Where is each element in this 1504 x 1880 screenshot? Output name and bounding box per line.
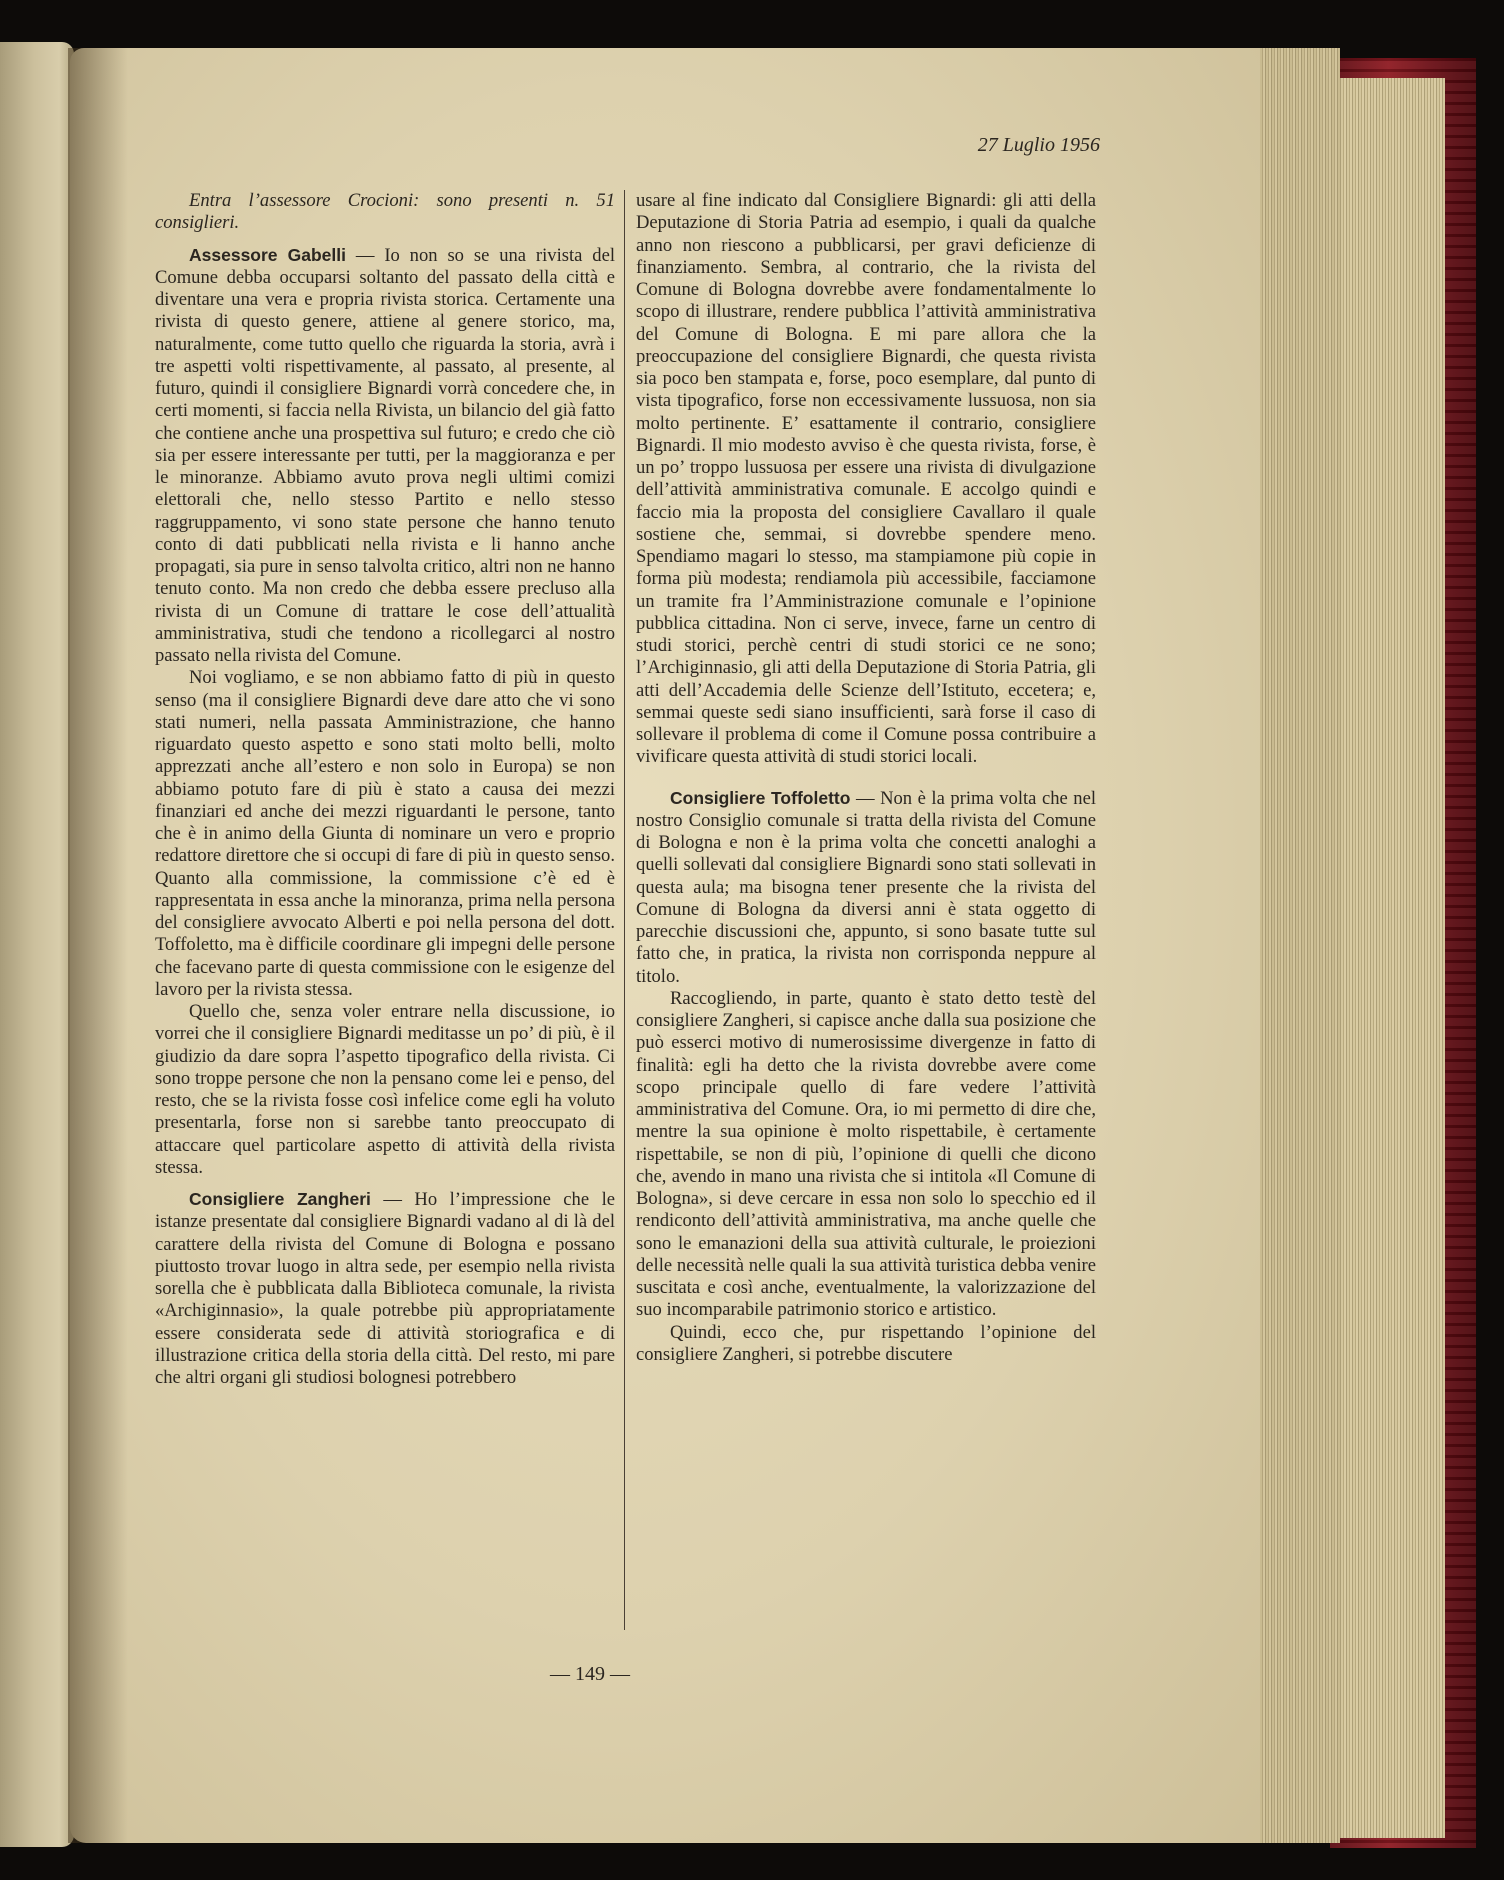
speaker-name: Consigliere Zangheri xyxy=(189,1189,371,1209)
paragraph: Raccogliendo, in parte, quanto è stato detto testè del consigliere Zangheri, si capisce anche dalla sua posizione che può esserci motivo di numerosissime divergenze in fatto di finalità: egli ha detto che la rivista dovrebbe avere come scopo principale quello di fare vedere l’attività amministrativa del Comune. Ora, io mi permetto di dire che, mentre la sua opinione è molto rispettabile, è certamente rispettabile, se non di più, l’opinione di quelli che dicono che, avendo in mano una rivista che si intitola «Il Comune di Bologna», si deve cercare in essa non solo lo specchio ed il rendiconto dell’attività amministrativa, ma anche quelle che sono le emanazioni della sua attività culturale, le proiezioni delle necessità nelle quali la sua attività turistica debba venire suscitata e così anche, eventualmente, la valorizzazione del suo incomparabile patrimonio storico e artistico. xyxy=(636,987,1096,1321)
speaker-name: Assessore Gabelli xyxy=(189,244,346,265)
page-header-date: 27 Luglio 1956 xyxy=(977,134,1100,156)
speech-toffoletto xyxy=(636,787,1096,988)
speech-text: — Non è la prima volta che nel nostro Consiglio comunale si tratta della rivista del Comune di Bologna e non è la prima volta che concetti analoghi a quelli sollevati dal consigliere Bignardi sono stati sollevati in questa aula; ma bisogna tener presente che la rivista del Comune di Bologna da diversi anni è stata oggetto di parecchie discussioni che, appunto, si sono basate tutte sul fatto che, in pratica, la rivista non corrisponda neppure al titolo. xyxy=(636,787,1097,987)
paragraph: Quello che, senza voler entrare nella discussione, io vorrei che il consigliere Bignardi meditasse un po’ di più, è il giudizio da dare sopra l’aspetto tipografico della rivista. Ci sono troppe persone che non la pensano come lei e penso, del resto, che se la rivista fosse così infelice come egli ha voluto presentarla, forse non si sarebbe tanto preoccupato di attaccare quel particolare aspetto di attività della rivista stessa. xyxy=(155,1001,615,1178)
gutter-shadow xyxy=(68,48,128,1843)
column-divider xyxy=(624,190,625,1630)
paragraph: Quindi, ecco che, pur rispettando l’opinione del consigliere Zangheri, si potrebbe discutere xyxy=(636,1321,1096,1365)
paragraph: usare al fine indicato dal Consigliere Bignardi: gli atti della Deputazione di Storia Patria ad esempio, i quali da qualche anno non riescono a pubblicarsi, per gravi deficienze di finanziamento. Sembra, al contrario, che la rivista del Comune di Bologna dovrebbe avere fondamentalmente lo scopo di illustrare, rendere pubblica l’attività amministrativa del Comune di Bologna. E mi pare allora che la preoccupazione del consigliere Bignardi, che questa rivista sia poco ben stampata e, forse, poco esemplare, dal punto di vista tipografico, forse non eccessivamente lussuosa, non sia molto pertinente. E’ esattamente il contrario, consigliere Bignardi. Il mio modesto avviso è che questa rivista, forse, è un po’ troppo lussuosa per essere una rivista di divulgazione dell’attività amministrativa comunale. E accolgo quindi e faccio mia la proposta del consigliere Cavallaro il quale sostiene che, semmai, si dovrebbe spendere meno. Spendiamo magari lo stesso, ma stampiamone più copie in forma più modesta; rendiamola più accessibile, facciamone un tramite fra l’Amministrazione comunale e l’opinione pubblica cittadina. Non ci serve, invece, farne un centro di studi storici, perchè centri di studi storici ce ne sono; l’Archiginnasio, gli atti della Deputazione di Storia Patria, gli atti dell’Accademia delle Scienze dell’Istituto, eccetera; e, semmai queste sedi siano insufficienti, sarà forse il caso di sollevare il problema di come il Comune possa contribuire a vivificare questa attività di studi storici locali. xyxy=(636,190,1096,768)
speech-text: — Io non so se una rivista del Comune debba occuparsi soltanto del passato della città e diventare una vera e propria rivista storica. Certamente una rivista di questo genere, attiene al genere storico, ma, naturalmente, come tutto quello che riguarda la storia, avrà i tre aspetti volti rispettivamente, al passato, al presente, al futuro, quindi il consigliere Bignardi vorrà concedere che, in certi momenti, si faccia nella Rivista, un bilancio del già fatto che contiene anche una prospettiva sul futuro; e credo che ciò sia per essere interessante per tutti, per la maggioranza e per le minoranze. Abbiamo avuto prova negli ultimi comizi elettorali che, nello stesso Partito e nello stesso raggruppamento, vi sono state persone che hanno tenuto conto di dati pubblicati nella rivista e li hanno anche propagati, sia pure in senso talvolta critico, altri non ne hanno tenuto conto. Ma non credo che debba essere precluso alla rivista di un Comune di trattare le cose dell’attualità amministrativa, studi che tendono a ricollegarci al nostro passato nella rivista del Comune. xyxy=(155,244,615,666)
page-stack-edge-outer xyxy=(1335,78,1445,1838)
page-stack-edge xyxy=(1260,48,1340,1843)
stage-direction: Entra l’assessore Crocioni: sono presenti n. 51 consiglieri. xyxy=(155,190,615,234)
right-column xyxy=(636,190,1096,1366)
speech-zangheri xyxy=(155,1188,615,1389)
speech-text: — Ho l’impressione che le istanze presentate dal consigliere Bignardi vadano al di là del carattere della rivista del Comune di Bologna e possano piuttosto trovar luogo in altra sede, per esempio nella rivista sorella che è pubblicata dalla Biblioteca comunale, la rivista «Archiginnasio», la quale potrebbe più appropriatamente essere considerata sede di attività storiografica e di illustrazione critica della storia della città. Del resto, mi pare che altri organi gli studiosi bolognesi potrebbero xyxy=(155,1189,615,1388)
paragraph: Noi vogliamo, e se non abbiamo fatto di più in questo senso (ma il consigliere Bignardi deve dare atto che vi sono stati numeri, nella passata Amministrazione, che hanno riguardato questo aspetto e sono stati molto belli, molto apprezzati anche all’estero e non solo in Europa) se non abbiamo potuto fare di più è stato a causa dei mezzi finanziari ed anche dei mezzi riguardanti le persone, tanto che è in animo della Giunta di nominare un vero e proprio redattore direttore che si occupi di fare di più in questo senso. Quanto alla commissione, la commissione c’è ed è rappresentata in essa anche la minoranza, prima nella persona del consigliere avvocato Alberti e poi nella persona del dott. Toffoletto, ma è difficile coordinare gli impegni delle persone che facevano parte di questa commissione con le esigenze del lavoro per la rivista stessa. xyxy=(155,667,615,1000)
left-page-edge xyxy=(0,42,74,1847)
speaker-name: Consigliere Toffoletto xyxy=(670,787,851,808)
left-column xyxy=(155,190,615,1389)
speech-gabelli xyxy=(155,244,615,668)
page-number: — 149 — xyxy=(550,1663,630,1685)
